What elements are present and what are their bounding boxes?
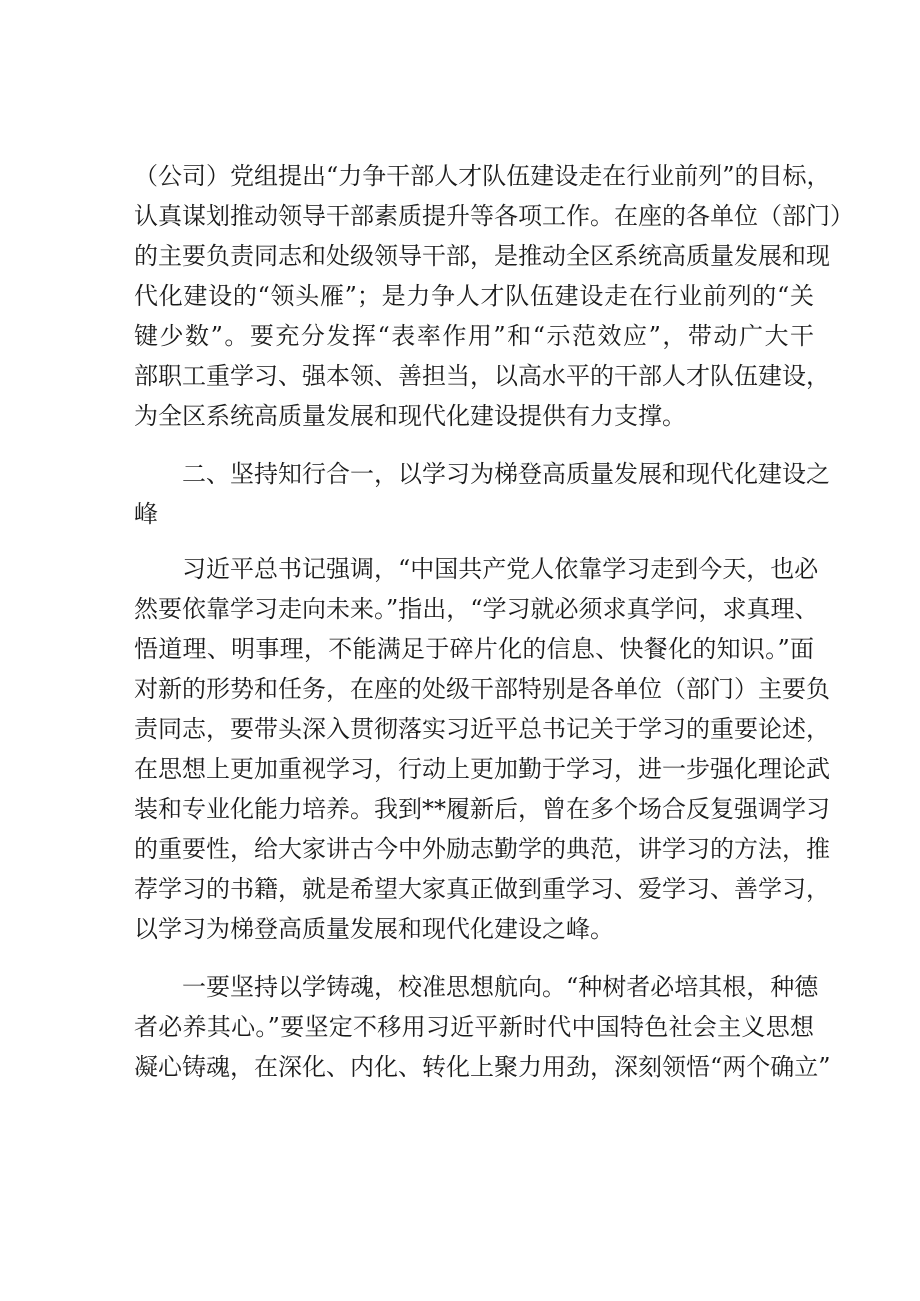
heading-line: 二、坚持知行合一，以学习为梯登高质量发展和现代化建设之 [182,460,830,488]
paragraph-2 [134,549,830,949]
paragraph-line: 以学习为梯登高质量发展和现代化建设之峰。 [134,915,614,943]
paragraph-line: 对新的形势和任务，在座的处级干部特别是各单位（部门）主要负 [134,675,830,703]
paragraph-3 [134,967,831,1087]
paragraph-line: 悟道理、明事理，不能满足于碎片化的信息、快餐化的知识。”面 [134,635,814,663]
paragraph-line: 习近平总书记强调，“中国共产党人依靠学习走到今天，也必 [182,555,819,583]
paragraph-line: 的主要负责同志和处级领导干部，是推动全区系统高质量发展和现 [134,242,830,270]
paragraph-line: 者必养其心。”要坚定不移用习近平新时代中国特色社会主义思想 [134,1013,814,1041]
paragraph-line: 部职工重学习、强本领、善担当，以高水平的干部人才队伍建设， [134,362,830,390]
paragraph-line: 在思想上更加重视学习，行动上更加勤于学习，进一步强化理论武 [134,755,830,783]
paragraph-line: 然要依靠学习走向未来。”指出，“学习就必须求真学问，求真理、 [134,595,819,623]
paragraph-line: 责同志，要带头深入贯彻落实习近平总书记关于学习的重要论述， [134,715,830,743]
paragraph-line: 装和专业化能力培养。我到**履新后，曾在多个场合反复强调学习 [134,795,830,823]
document-body [134,156,854,1087]
paragraph-line: （公司）党组提出“力争干部人才队伍建设走在行业前列”的目标， [134,162,831,190]
section-heading-2 [134,454,830,534]
paragraph-line: 键少数”。要充分发挥“表率作用”和“示范效应”，带动广大干 [134,322,814,350]
paragraph-line: 认真谋划推动领导干部素质提升等各项工作。在座的各单位（部门） [134,202,854,230]
paragraph-line: 凝心铸魂，在深化、内化、转化上聚力用劲，深刻领悟“两个确立” [134,1053,831,1081]
paragraph-line: 一要坚持以学铸魂，校准思想航向。“种树者必培其根，种德 [182,973,819,1001]
paragraph-line: 的重要性，给大家讲古今中外励志勤学的典范，讲学习的方法，推 [134,835,830,863]
paragraph-spacer [134,436,814,454]
paragraph-spacer [134,534,814,549]
paragraph-1 [134,156,854,436]
paragraph-line: 荐学习的书籍，就是希望大家真正做到重学习、爱学习、善学习， [134,875,830,903]
paragraph-line: 为全区系统高质量发展和现代化建设提供有力支撑。 [134,402,686,430]
heading-line: 峰 [134,500,158,528]
paragraph-spacer [134,949,814,967]
paragraph-line: 代化建设的“领头雁”；是力争人才队伍建设走在行业前列的“关 [134,282,814,310]
